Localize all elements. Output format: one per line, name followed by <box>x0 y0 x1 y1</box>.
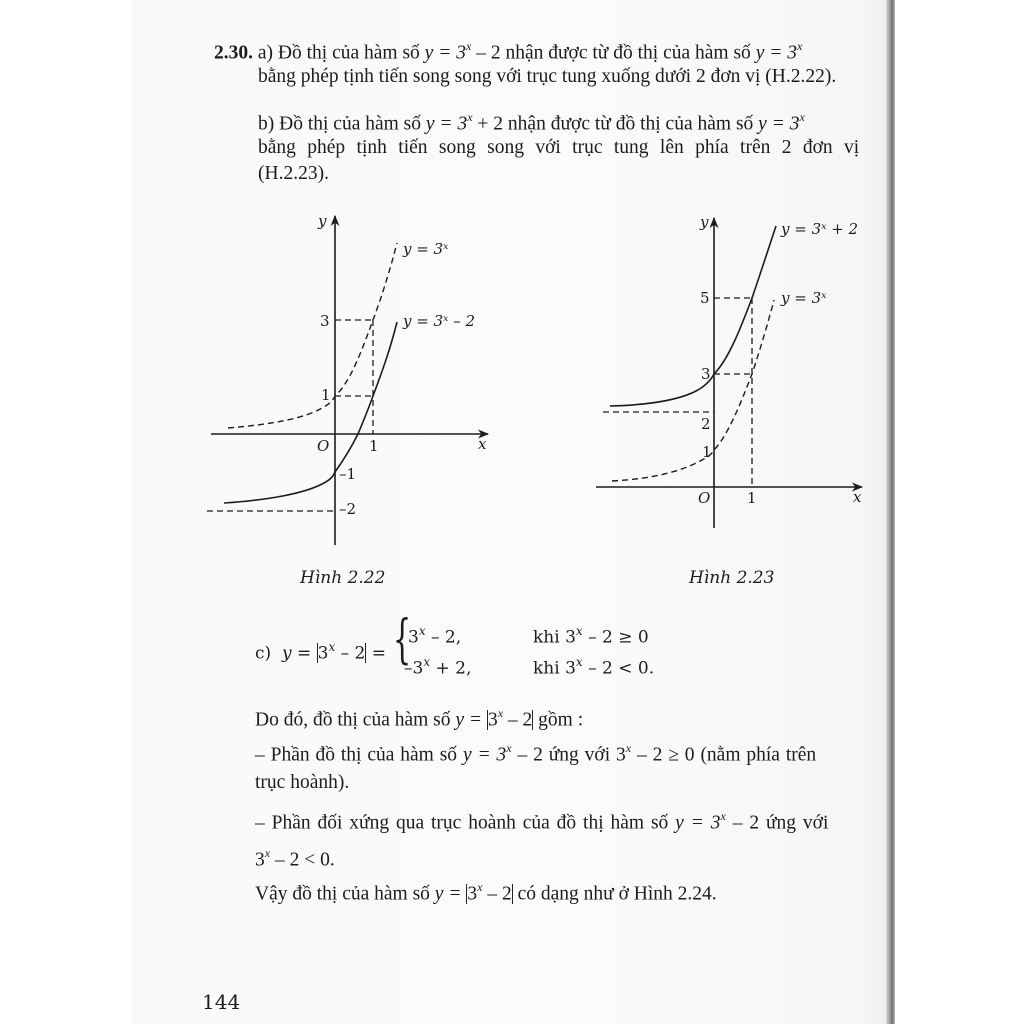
case-1: 3$^x$ – 2, <box>408 624 462 648</box>
conclusion-bullet-1-line-2: trục hoành). <box>255 772 350 793</box>
svg-text:x: x <box>478 435 487 453</box>
fig2-axes <box>596 218 862 528</box>
svg-text:y = 3ˣ + 2: y = 3ˣ + 2 <box>781 220 859 238</box>
svg-text:5: 5 <box>700 289 710 307</box>
svg-text:2: 2 <box>701 415 711 433</box>
case-2: $-3^x + 2$, <box>404 655 472 679</box>
svg-text:1: 1 <box>321 386 331 404</box>
svg-text:y: y <box>700 213 709 231</box>
conclusion-final: Vậy đồ thị của hàm số $y = 3^x - 2$ có dạng như ở Hình 2.24. <box>255 880 717 905</box>
part-c-lhs: c) $y = 3^x - 2$ = <box>255 640 387 664</box>
svg-text:O: O <box>317 437 330 455</box>
fig2-curve-3x-plus-2 <box>610 226 776 406</box>
case-2-condition: khi 3$^x$ – 2 < 0. <box>533 655 655 679</box>
conclusion-intro: Do đó, đồ thị của hàm số $y = 3^x - 2$ gồm : <box>255 706 584 731</box>
svg-text:1: 1 <box>702 443 712 461</box>
fig2-labels <box>698 213 862 507</box>
svg-text:y = 3ˣ – 2: y = 3ˣ – 2 <box>403 312 476 330</box>
svg-text:y = 3ˣ: y = 3ˣ <box>403 240 449 258</box>
fig2-guides <box>603 298 752 487</box>
piecewise-brace: { <box>393 610 412 670</box>
figure-2-23-caption: Hình 2.23 <box>689 568 775 588</box>
part-b-line-3: (H.2.23). <box>258 163 329 184</box>
svg-text:y: y <box>318 212 327 230</box>
conclusion-bullet-2-line-2: 3$^x$ – 2 < 0. <box>255 846 335 871</box>
conclusion-bullet-2: – Phần đối xứng qua trục hoành của đồ thị hàm số $y = 3^x - 2$ ứng với <box>255 809 829 834</box>
svg-text:y = 3ˣ: y = 3ˣ <box>781 289 827 307</box>
conclusion-bullet-1: – Phần đồ thị của hàm số $y = 3^x - 2$ ứng với 3$^x$ – 2 ≥ 0 (nằm phía trên <box>255 741 817 766</box>
exercise-number: 2.30. <box>214 42 253 64</box>
svg-text:x: x <box>853 488 862 506</box>
fig1-labels <box>317 212 487 518</box>
part-a-line-2: bằng phép tịnh tiến song song với trục tung xuống dưới 2 đơn vị (H.2.22). <box>258 66 837 87</box>
exercise-2-30-line-1: 2.30. a) Đồ thị của hàm số $y = 3^x - 2$ nhận được từ đồ thị của hàm số $y = 3^x$ <box>214 39 803 64</box>
figure-2-22-caption: Hình 2.22 <box>300 568 386 588</box>
svg-text:–2: –2 <box>339 500 357 518</box>
svg-text:1: 1 <box>369 437 379 455</box>
svg-text:3: 3 <box>320 312 330 330</box>
case-1-condition: khi 3$^x$ – 2 ≥ 0 <box>533 624 649 648</box>
fig1-curve-3x-minus-2 <box>224 322 397 503</box>
svg-text:–1: –1 <box>339 465 357 483</box>
svg-text:1: 1 <box>747 489 757 507</box>
fig1-axes <box>211 216 488 545</box>
svg-text:O: O <box>698 489 711 507</box>
fig2-curve-3x <box>612 300 774 481</box>
part-b-line-1: b) Đồ thị của hàm số $y = 3^x + 2$ nhận được từ đồ thị của hàm số $y = 3^x$ <box>258 110 805 135</box>
page-number: 144 <box>202 990 241 1014</box>
part-b-line-2: bằng phép tịnh tiến song song với trục tung lên phía trên 2 đơn vị <box>258 137 860 158</box>
svg-text:3: 3 <box>701 365 711 383</box>
